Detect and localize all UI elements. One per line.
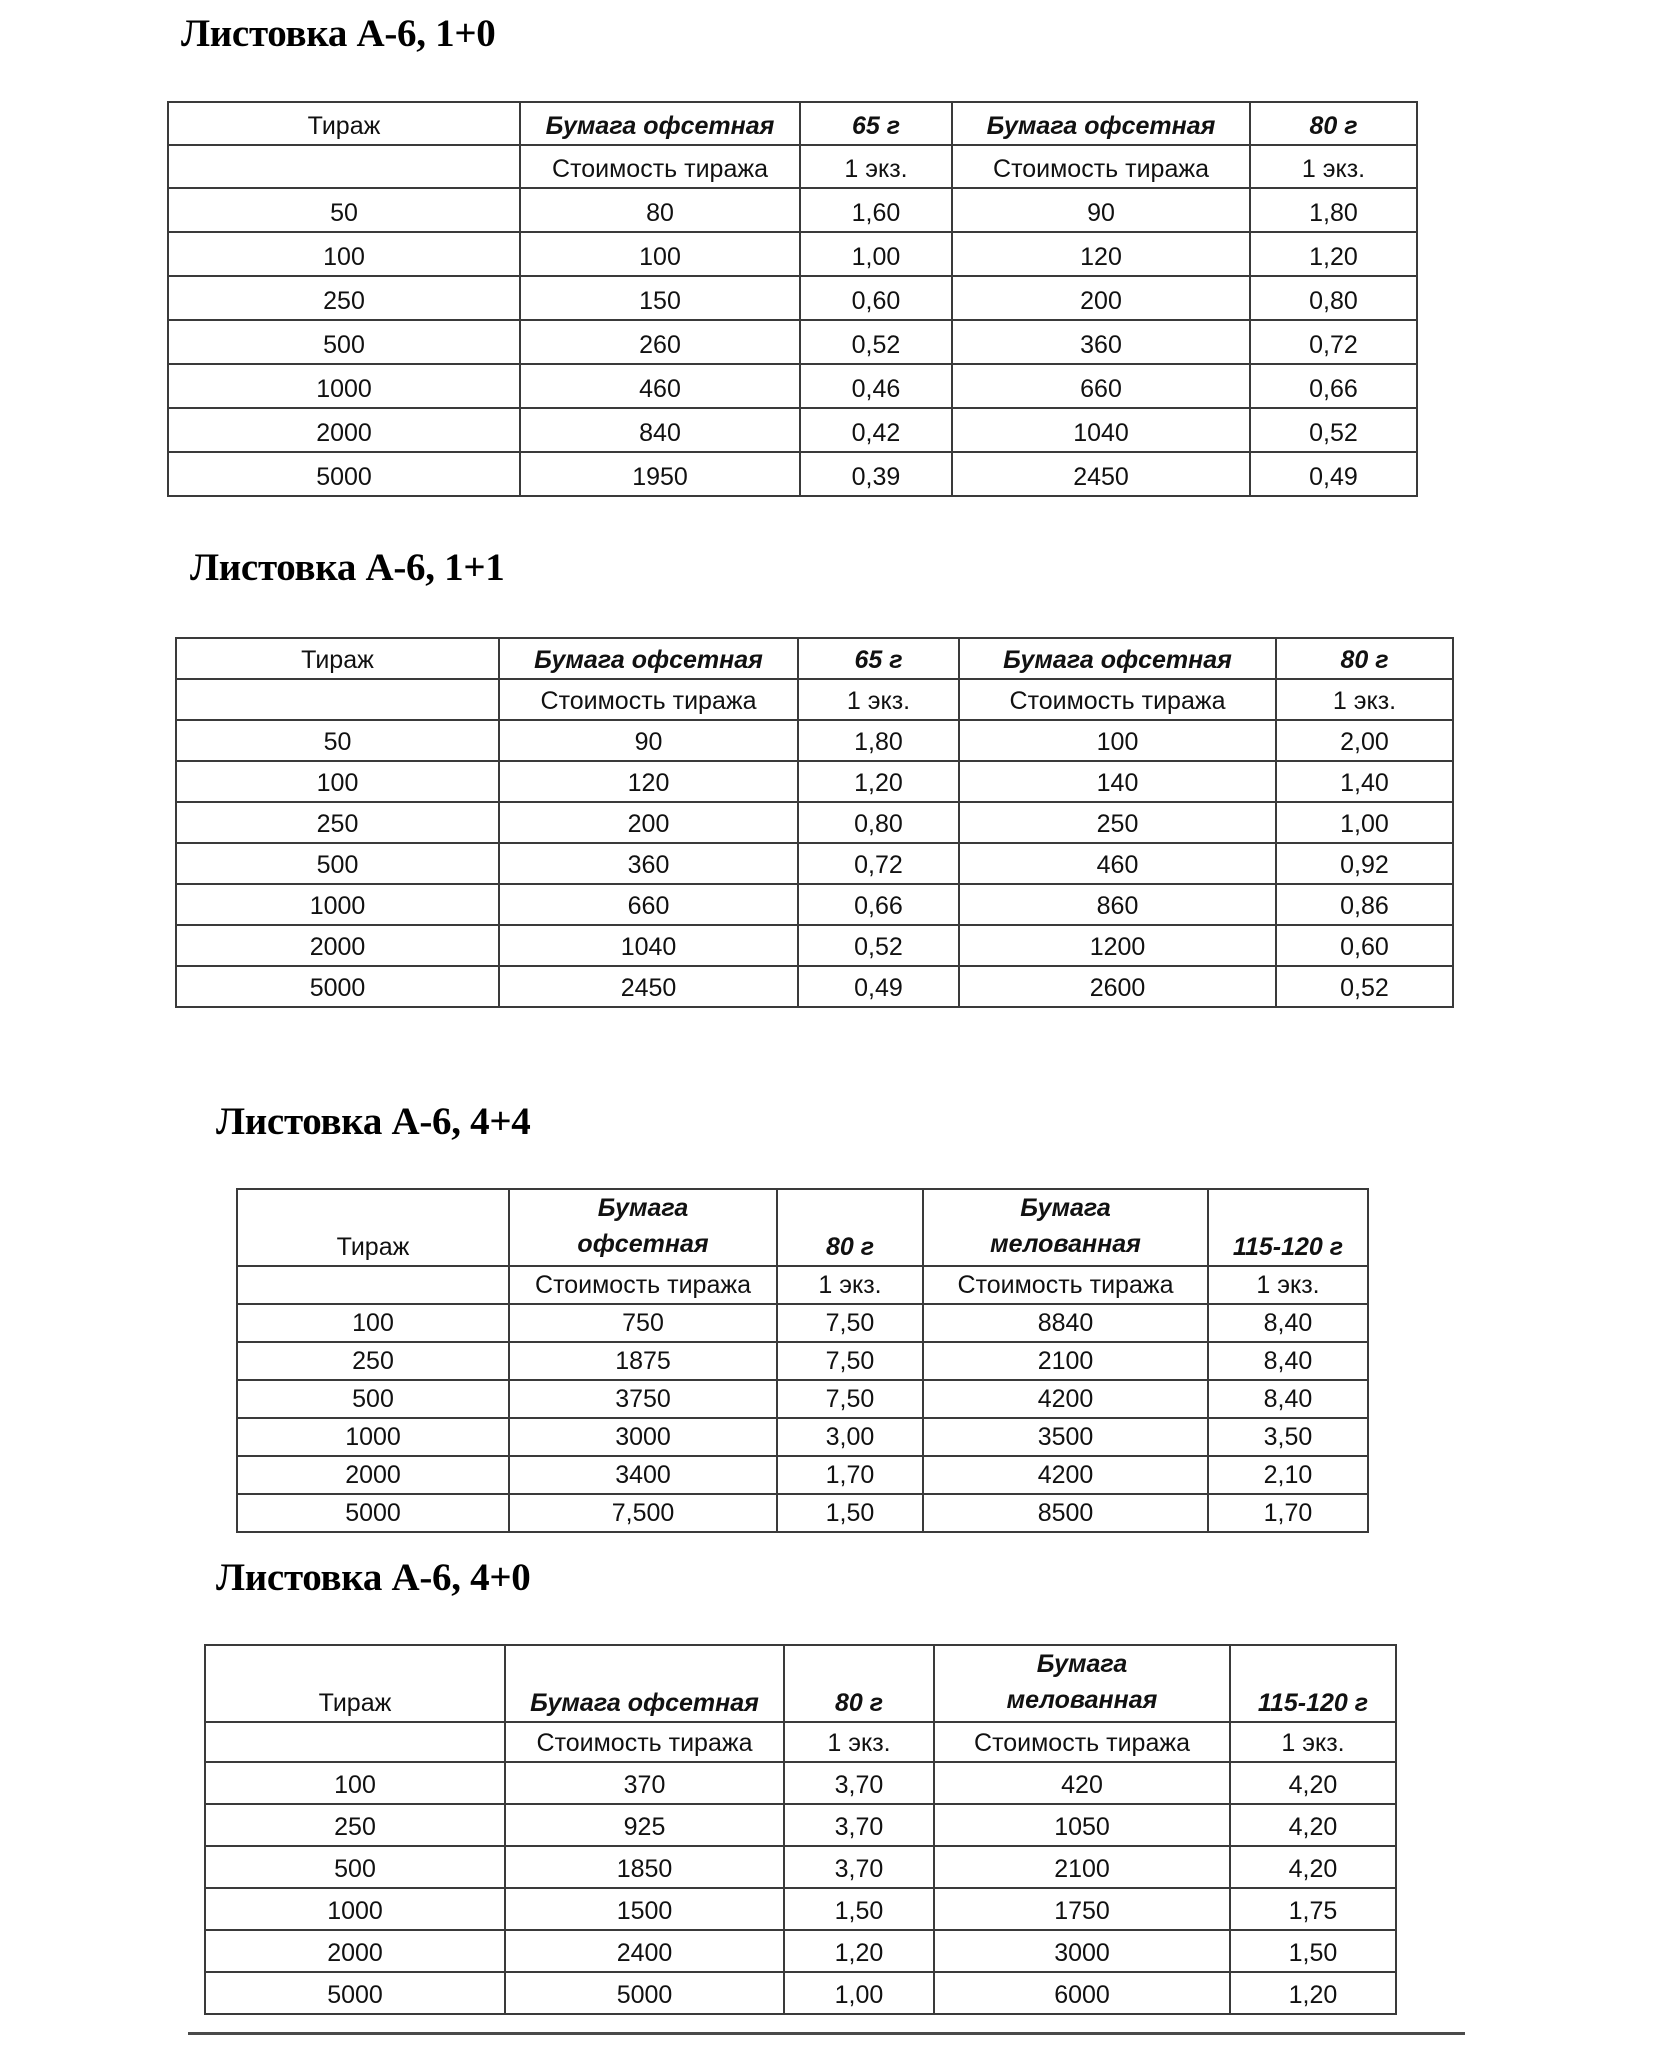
subheader-unit-price: 1 экз. <box>784 1722 934 1762</box>
cell-quantity: 2000 <box>205 1930 505 1972</box>
cell-run-cost: 1040 <box>952 408 1250 452</box>
subheader-unit-price: 1 экз. <box>1276 679 1453 720</box>
cell-unit-price: 0,72 <box>1250 320 1417 364</box>
cell-quantity: 500 <box>176 843 499 884</box>
cell-quantity: 2000 <box>176 925 499 966</box>
cell-unit-price: 7,50 <box>777 1342 923 1380</box>
table-row <box>176 884 1453 925</box>
subheader-run-cost: Стоимость тиража <box>520 145 800 188</box>
cell-unit-price: 0,66 <box>1250 364 1417 408</box>
table-row <box>205 1846 1396 1888</box>
header-weight-65: 65 г <box>800 102 952 145</box>
cell-run-cost: 120 <box>499 761 798 802</box>
table-header-row <box>237 1189 1368 1266</box>
table-row <box>168 452 1417 496</box>
cell-quantity: 100 <box>205 1762 505 1804</box>
header-paper-coated-line2: мелованная <box>1006 1686 1158 1714</box>
cell-unit-price: 0,52 <box>798 925 959 966</box>
cell-quantity: 100 <box>168 232 520 276</box>
table-row <box>168 232 1417 276</box>
cell-run-cost: 1500 <box>505 1888 784 1930</box>
table-row <box>176 925 1453 966</box>
cell-run-cost: 1850 <box>505 1846 784 1888</box>
cell-run-cost: 1040 <box>499 925 798 966</box>
table-row <box>168 408 1417 452</box>
cell-run-cost: 3000 <box>509 1418 777 1456</box>
cell-unit-price: 0,66 <box>798 884 959 925</box>
table-row <box>237 1456 1368 1494</box>
cell-run-cost: 660 <box>499 884 798 925</box>
header-paper-coated <box>923 1189 1208 1266</box>
cell-run-cost: 8840 <box>923 1304 1208 1342</box>
cell-quantity: 1000 <box>168 364 520 408</box>
cell-unit-price: 8,40 <box>1208 1380 1368 1418</box>
price-table-1-1 <box>175 637 1454 1008</box>
cell-unit-price: 0,39 <box>800 452 952 496</box>
cell-unit-price: 4,20 <box>1230 1846 1396 1888</box>
cell-quantity: 500 <box>237 1380 509 1418</box>
cell-unit-price: 1,20 <box>798 761 959 802</box>
cell-unit-price: 1,20 <box>784 1930 934 1972</box>
cell-run-cost: 140 <box>959 761 1276 802</box>
cell-quantity: 250 <box>176 802 499 843</box>
subheader-empty <box>168 145 520 188</box>
subheader-unit-price: 1 экз. <box>777 1266 923 1304</box>
header-paper-offset: Бумага офсетная <box>505 1645 784 1722</box>
cell-unit-price: 3,70 <box>784 1804 934 1846</box>
cell-quantity: 1000 <box>176 884 499 925</box>
cell-run-cost: 3750 <box>509 1380 777 1418</box>
cell-run-cost: 2600 <box>959 966 1276 1007</box>
cell-unit-price: 4,20 <box>1230 1804 1396 1846</box>
cell-run-cost: 460 <box>959 843 1276 884</box>
cell-unit-price: 1,70 <box>1208 1494 1368 1532</box>
subheader-unit-price: 1 экз. <box>1230 1722 1396 1762</box>
cell-unit-price: 0,49 <box>1250 452 1417 496</box>
table-row <box>168 320 1417 364</box>
cell-run-cost: 2450 <box>952 452 1250 496</box>
cell-unit-price: 1,70 <box>777 1456 923 1494</box>
cell-run-cost: 860 <box>959 884 1276 925</box>
header-paper-coated <box>934 1645 1230 1722</box>
cell-unit-price: 0,52 <box>800 320 952 364</box>
cell-unit-price: 1,50 <box>777 1494 923 1532</box>
cell-run-cost: 100 <box>959 720 1276 761</box>
cell-run-cost: 4200 <box>923 1456 1208 1494</box>
table-row <box>176 761 1453 802</box>
cell-run-cost: 260 <box>520 320 800 364</box>
cell-quantity: 5000 <box>168 452 520 496</box>
table-row <box>176 802 1453 843</box>
cell-unit-price: 1,80 <box>798 720 959 761</box>
cell-quantity: 500 <box>168 320 520 364</box>
cell-unit-price: 0,80 <box>798 802 959 843</box>
cell-unit-price: 0,42 <box>800 408 952 452</box>
table-row <box>237 1418 1368 1456</box>
cell-unit-price: 0,60 <box>1276 925 1453 966</box>
cell-unit-price: 3,70 <box>784 1762 934 1804</box>
cell-quantity: 100 <box>237 1304 509 1342</box>
cell-quantity: 50 <box>168 188 520 232</box>
header-paper-offset: Бумага офсетная <box>952 102 1250 145</box>
header-weight-115-120: 115-120 г <box>1230 1645 1396 1722</box>
cell-unit-price: 3,00 <box>777 1418 923 1456</box>
cell-unit-price: 0,80 <box>1250 276 1417 320</box>
subheader-unit-price: 1 экз. <box>800 145 952 188</box>
cell-unit-price: 1,75 <box>1230 1888 1396 1930</box>
header-weight-115-120: 115-120 г <box>1208 1189 1368 1266</box>
cell-unit-price: 1,00 <box>784 1972 934 2014</box>
cell-run-cost: 3400 <box>509 1456 777 1494</box>
table-header-row <box>205 1645 1396 1722</box>
cell-unit-price: 3,50 <box>1208 1418 1368 1456</box>
cell-unit-price: 0,52 <box>1250 408 1417 452</box>
cell-unit-price: 0,86 <box>1276 884 1453 925</box>
cell-unit-price: 0,52 <box>1276 966 1453 1007</box>
header-paper-offset: Бумага офсетная <box>959 638 1276 679</box>
header-weight-80: 80 г <box>1276 638 1453 679</box>
subheader-run-cost: Стоимость тиража <box>923 1266 1208 1304</box>
table-row <box>176 720 1453 761</box>
section-title-4-4: Листовка А-6, 4+4 <box>216 1100 531 1143</box>
cell-quantity: 5000 <box>176 966 499 1007</box>
cell-run-cost: 90 <box>952 188 1250 232</box>
cell-run-cost: 4200 <box>923 1380 1208 1418</box>
subheader-empty <box>205 1722 505 1762</box>
table-subheader-row <box>176 679 1453 720</box>
cell-run-cost: 1200 <box>959 925 1276 966</box>
cell-unit-price: 0,46 <box>800 364 952 408</box>
table-row <box>237 1380 1368 1418</box>
cell-run-cost: 200 <box>499 802 798 843</box>
subheader-run-cost: Стоимость тиража <box>959 679 1276 720</box>
cell-unit-price: 1,50 <box>1230 1930 1396 1972</box>
header-paper-offset-line2: офсетная <box>577 1230 709 1258</box>
cell-unit-price: 1,20 <box>1250 232 1417 276</box>
table-row <box>205 1972 1396 2014</box>
cell-unit-price: 1,00 <box>800 232 952 276</box>
cell-run-cost: 3500 <box>923 1418 1208 1456</box>
section-title-1-0: Листовка А-6, 1+0 <box>181 12 496 55</box>
cell-run-cost: 120 <box>952 232 1250 276</box>
cell-unit-price: 4,20 <box>1230 1762 1396 1804</box>
header-paper-offset-line1: Бумага <box>597 1194 689 1222</box>
section-title-1-1: Листовка А-6, 1+1 <box>190 546 505 589</box>
cell-unit-price: 1,20 <box>1230 1972 1396 2014</box>
cell-unit-price: 1,40 <box>1276 761 1453 802</box>
cell-quantity: 500 <box>205 1846 505 1888</box>
table-row <box>168 276 1417 320</box>
header-weight-80: 80 г <box>777 1189 923 1266</box>
table-row <box>176 843 1453 884</box>
cell-unit-price: 7,50 <box>777 1304 923 1342</box>
subheader-run-cost: Стоимость тиража <box>934 1722 1230 1762</box>
table-header-row <box>168 102 1417 145</box>
cell-run-cost: 2100 <box>934 1846 1230 1888</box>
header-paper-coated-line2: мелованная <box>990 1230 1141 1258</box>
cell-run-cost: 250 <box>959 802 1276 843</box>
cell-unit-price: 8,40 <box>1208 1304 1368 1342</box>
cell-run-cost: 370 <box>505 1762 784 1804</box>
cell-unit-price: 2,10 <box>1208 1456 1368 1494</box>
table-row <box>205 1804 1396 1846</box>
cell-unit-price: 2,00 <box>1276 720 1453 761</box>
cell-run-cost: 1750 <box>934 1888 1230 1930</box>
header-weight-80: 80 г <box>1250 102 1417 145</box>
cell-run-cost: 80 <box>520 188 800 232</box>
cell-run-cost: 1875 <box>509 1342 777 1380</box>
cell-unit-price: 8,40 <box>1208 1342 1368 1380</box>
header-paper-offset: Бумага офсетная <box>499 638 798 679</box>
cell-unit-price: 1,50 <box>784 1888 934 1930</box>
subheader-unit-price: 1 экз. <box>798 679 959 720</box>
table-row <box>237 1494 1368 1532</box>
cell-unit-price: 3,70 <box>784 1846 934 1888</box>
cell-quantity: 1000 <box>237 1418 509 1456</box>
page-bottom-rule <box>188 2032 1465 2035</box>
subheader-empty <box>237 1266 509 1304</box>
cell-quantity: 100 <box>176 761 499 802</box>
header-tirazh: Тираж <box>176 638 499 679</box>
table-row <box>205 1930 1396 1972</box>
cell-run-cost: 925 <box>505 1804 784 1846</box>
cell-unit-price: 0,60 <box>800 276 952 320</box>
cell-quantity: 2000 <box>168 408 520 452</box>
section-title-4-0: Листовка А-6, 4+0 <box>216 1556 531 1599</box>
table-row <box>168 188 1417 232</box>
subheader-run-cost: Стоимость тиража <box>505 1722 784 1762</box>
table-row <box>237 1304 1368 1342</box>
table-subheader-row <box>205 1722 1396 1762</box>
subheader-run-cost: Стоимость тиража <box>499 679 798 720</box>
cell-run-cost: 1950 <box>520 452 800 496</box>
header-paper-offset: Бумага офсетная <box>520 102 800 145</box>
cell-run-cost: 2450 <box>499 966 798 1007</box>
table-row <box>176 966 1453 1007</box>
cell-quantity: 2000 <box>237 1456 509 1494</box>
cell-quantity: 1000 <box>205 1888 505 1930</box>
cell-run-cost: 200 <box>952 276 1250 320</box>
cell-unit-price: 1,60 <box>800 188 952 232</box>
table-subheader-row <box>237 1266 1368 1304</box>
header-paper-coated-line1: Бумага <box>1020 1194 1111 1222</box>
table-subheader-row <box>168 145 1417 188</box>
cell-run-cost: 360 <box>499 843 798 884</box>
table-header-row <box>176 638 1453 679</box>
cell-quantity: 250 <box>168 276 520 320</box>
cell-unit-price: 0,72 <box>798 843 959 884</box>
cell-run-cost: 3000 <box>934 1930 1230 1972</box>
cell-unit-price: 1,80 <box>1250 188 1417 232</box>
cell-run-cost: 360 <box>952 320 1250 364</box>
cell-run-cost: 6000 <box>934 1972 1230 2014</box>
cell-quantity: 250 <box>237 1342 509 1380</box>
cell-quantity: 5000 <box>205 1972 505 2014</box>
header-paper-coated-line1: Бумага <box>1036 1650 1128 1678</box>
cell-run-cost: 5000 <box>505 1972 784 2014</box>
cell-run-cost: 150 <box>520 276 800 320</box>
subheader-empty <box>176 679 499 720</box>
subheader-run-cost: Стоимость тиража <box>509 1266 777 1304</box>
cell-run-cost: 8500 <box>923 1494 1208 1532</box>
cell-quantity: 50 <box>176 720 499 761</box>
cell-run-cost: 100 <box>520 232 800 276</box>
cell-run-cost: 420 <box>934 1762 1230 1804</box>
cell-quantity: 250 <box>205 1804 505 1846</box>
subheader-unit-price: 1 экз. <box>1250 145 1417 188</box>
price-table-4-0 <box>204 1644 1397 2015</box>
cell-run-cost: 2100 <box>923 1342 1208 1380</box>
cell-unit-price: 1,00 <box>1276 802 1453 843</box>
cell-unit-price: 7,50 <box>777 1380 923 1418</box>
header-weight-65: 65 г <box>798 638 959 679</box>
cell-run-cost: 460 <box>520 364 800 408</box>
cell-run-cost: 660 <box>952 364 1250 408</box>
subheader-unit-price: 1 экз. <box>1208 1266 1368 1304</box>
price-table-4-4 <box>236 1188 1369 1533</box>
table-row <box>168 364 1417 408</box>
table-row <box>205 1888 1396 1930</box>
cell-run-cost: 1050 <box>934 1804 1230 1846</box>
cell-run-cost: 840 <box>520 408 800 452</box>
table-row <box>237 1342 1368 1380</box>
header-tirazh: Тираж <box>237 1189 509 1266</box>
header-weight-80: 80 г <box>784 1645 934 1722</box>
cell-quantity: 5000 <box>237 1494 509 1532</box>
cell-run-cost: 750 <box>509 1304 777 1342</box>
subheader-run-cost: Стоимость тиража <box>952 145 1250 188</box>
table-row <box>205 1762 1396 1804</box>
header-paper-offset <box>509 1189 777 1266</box>
cell-unit-price: 0,49 <box>798 966 959 1007</box>
cell-run-cost: 90 <box>499 720 798 761</box>
price-table-1-0 <box>167 101 1418 497</box>
header-tirazh: Тираж <box>205 1645 505 1722</box>
cell-run-cost: 7,500 <box>509 1494 777 1532</box>
header-tirazh: Тираж <box>168 102 520 145</box>
cell-unit-price: 0,92 <box>1276 843 1453 884</box>
cell-run-cost: 2400 <box>505 1930 784 1972</box>
